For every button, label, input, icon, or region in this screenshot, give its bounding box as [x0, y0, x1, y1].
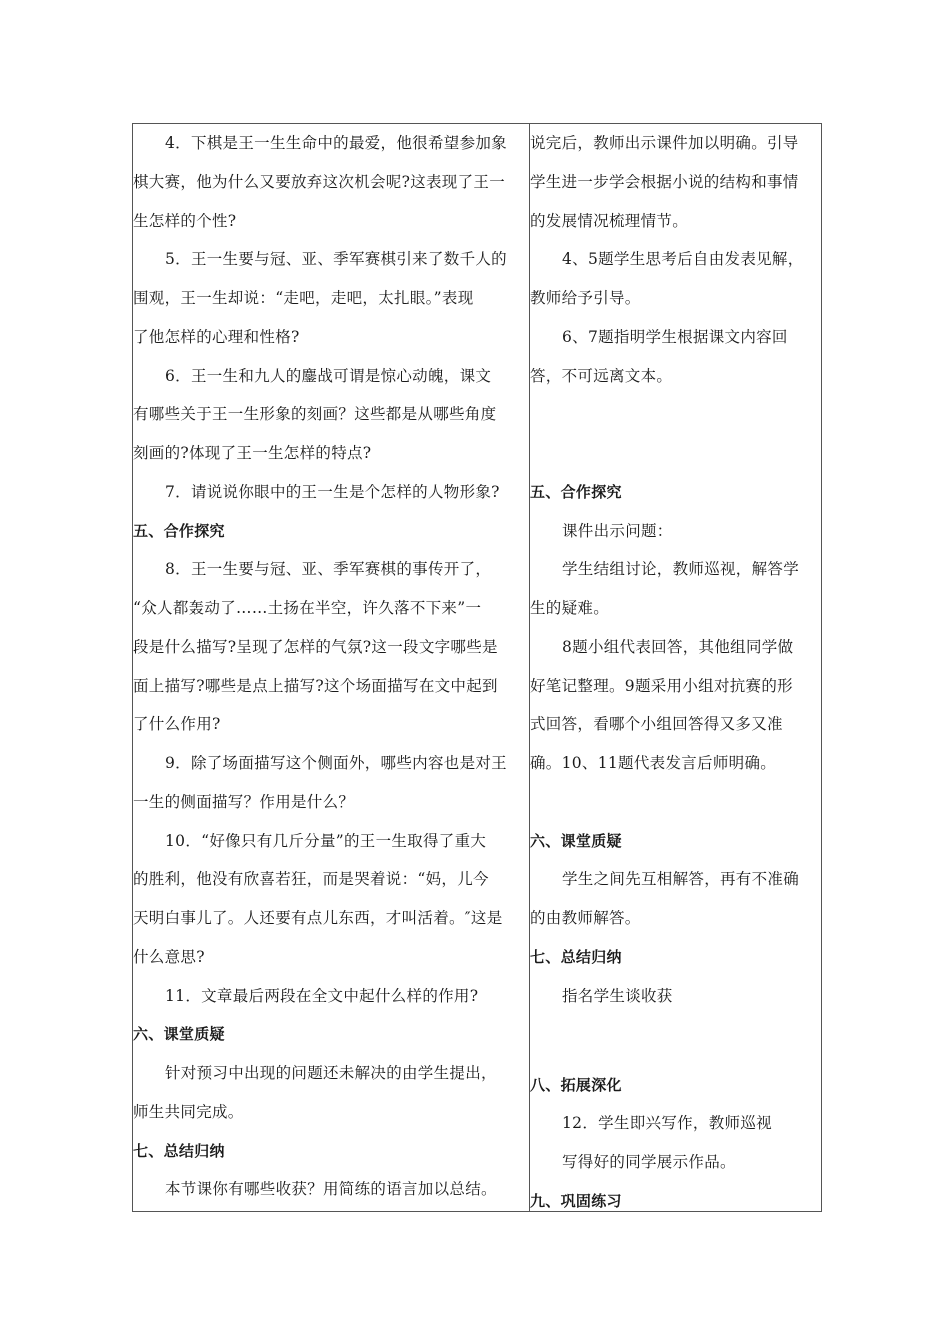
text-line: 好笔记整理。9题采用小组对抗赛的形 — [530, 676, 793, 695]
text-line: 了什么作用? — [133, 715, 221, 734]
text-line: 学生之间先互相解答，再有不准确 — [562, 870, 800, 889]
section-heading: 七、总结归纳 — [530, 947, 622, 966]
text-line: 生的疑难。 — [530, 599, 610, 617]
text-line: 4．下棋是王一生生命中的最爱，他很希望参加象 — [165, 134, 507, 152]
section-heading: 五、合作探究 — [133, 521, 225, 540]
section-heading: 六、课堂质疑 — [530, 831, 622, 850]
text-line: 刻画的?体现了王一生怎样的特点? — [133, 444, 372, 462]
text-line: 的胜利，他没有欣喜若狂，而是哭着说：“妈，儿今 — [133, 870, 489, 889]
text-line: 说完后，教师出示课件加以明确。引导 — [530, 134, 799, 152]
section-heading: 七、总结归纳 — [133, 1141, 225, 1160]
text-line: 指名学生谈收获 — [562, 986, 673, 1005]
text-line: 10．“好像只有几斤分量”的王一生取得了重大 — [165, 831, 487, 850]
text-line: 针对预习中出现的问题还未解决的由学生提出， — [165, 1064, 497, 1082]
text-line: 课件出示问题： — [562, 521, 673, 540]
text-line: 6、7题指明学生根据课文内容回 — [562, 327, 788, 346]
text-line: 学生结组讨论，教师巡视，解答学 — [562, 560, 800, 579]
text-line: 一生的侧面描写？作用是什么？ — [133, 792, 355, 811]
text-line: 学生进一步学会根据小说的结构和事情 — [530, 172, 799, 191]
text-line: 的发展情况梳理情节。 — [530, 211, 689, 230]
text-line: 6．王一生和九人的鏖战可谓是惊心动魄，课文 — [165, 366, 492, 385]
text-line: 有哪些关于王一生形象的刻画？这些都是从哪些角度 — [133, 405, 497, 424]
text-line: 天明白事儿了。人还要有点儿东西，才叫活着。″这是 — [133, 909, 503, 927]
text-line: 式回答，看哪个小组回答得又多又准 — [530, 715, 783, 734]
text-line: 什么意思? — [133, 947, 205, 966]
section-heading: 九、巩固练习 — [530, 1191, 622, 1210]
section-heading: 八、拓展深化 — [530, 1075, 622, 1094]
text-line: 答，不可远离文本。 — [530, 366, 673, 385]
text-line: 11．文章最后两段在全文中起什么样的作用? — [165, 986, 479, 1005]
text-line: 段是什么描写?呈现了怎样的气氛?这一段文字哪些是 — [133, 637, 498, 656]
text-line: “众人都轰动了……土扬在半空，许久落不下来”一 — [133, 599, 482, 617]
text-line: 面上描写?哪些是点上描写?这个场面描写在文中起到 — [133, 676, 498, 695]
text-line: 生怎样的个性? — [133, 211, 237, 230]
text-line: 8题小组代表回答，其他组同学做 — [562, 637, 794, 656]
text-line: 棋大赛，他为什么又要放弃这次机会呢?这表现了王一 — [133, 172, 506, 191]
text-line: 4、5题学生思考后自由发表见解， — [562, 250, 804, 269]
text-line: 围观，王一生却说：“走吧，走吧，太扎眼。”表现 — [133, 289, 474, 307]
section-heading: 六、课堂质疑 — [133, 1025, 225, 1044]
text-line: 的由教师解答。 — [530, 909, 641, 927]
text-line: 本节课你有哪些收获？用简练的语言加以总结。 — [165, 1180, 497, 1199]
text-line: 7．请说说你眼中的王一生是个怎样的人物形象? — [165, 482, 500, 501]
text-line: 写得好的同学展示作品。 — [562, 1153, 736, 1172]
text-line: 5．王一生要与冠、亚、季军赛棋引来了数千人的 — [165, 250, 507, 269]
section-heading: 五、合作探究 — [530, 482, 622, 501]
text-line: 8．王一生要与冠、亚、季军赛棋的事传开了， — [165, 560, 492, 579]
text-line: 了他怎样的心理和性格? — [133, 327, 300, 346]
text-line: 教师给予引导。 — [530, 289, 641, 307]
text-line: 确。10、11题代表发言后师明确。 — [530, 754, 777, 772]
text-line: 9．除了场面描写这个侧面外，哪些内容也是对王 — [165, 754, 507, 772]
lesson-plan-table — [132, 123, 822, 1212]
text-line: 师生共同完成。 — [133, 1102, 244, 1121]
text-line: 12．学生即兴写作，教师巡视 — [562, 1114, 772, 1133]
